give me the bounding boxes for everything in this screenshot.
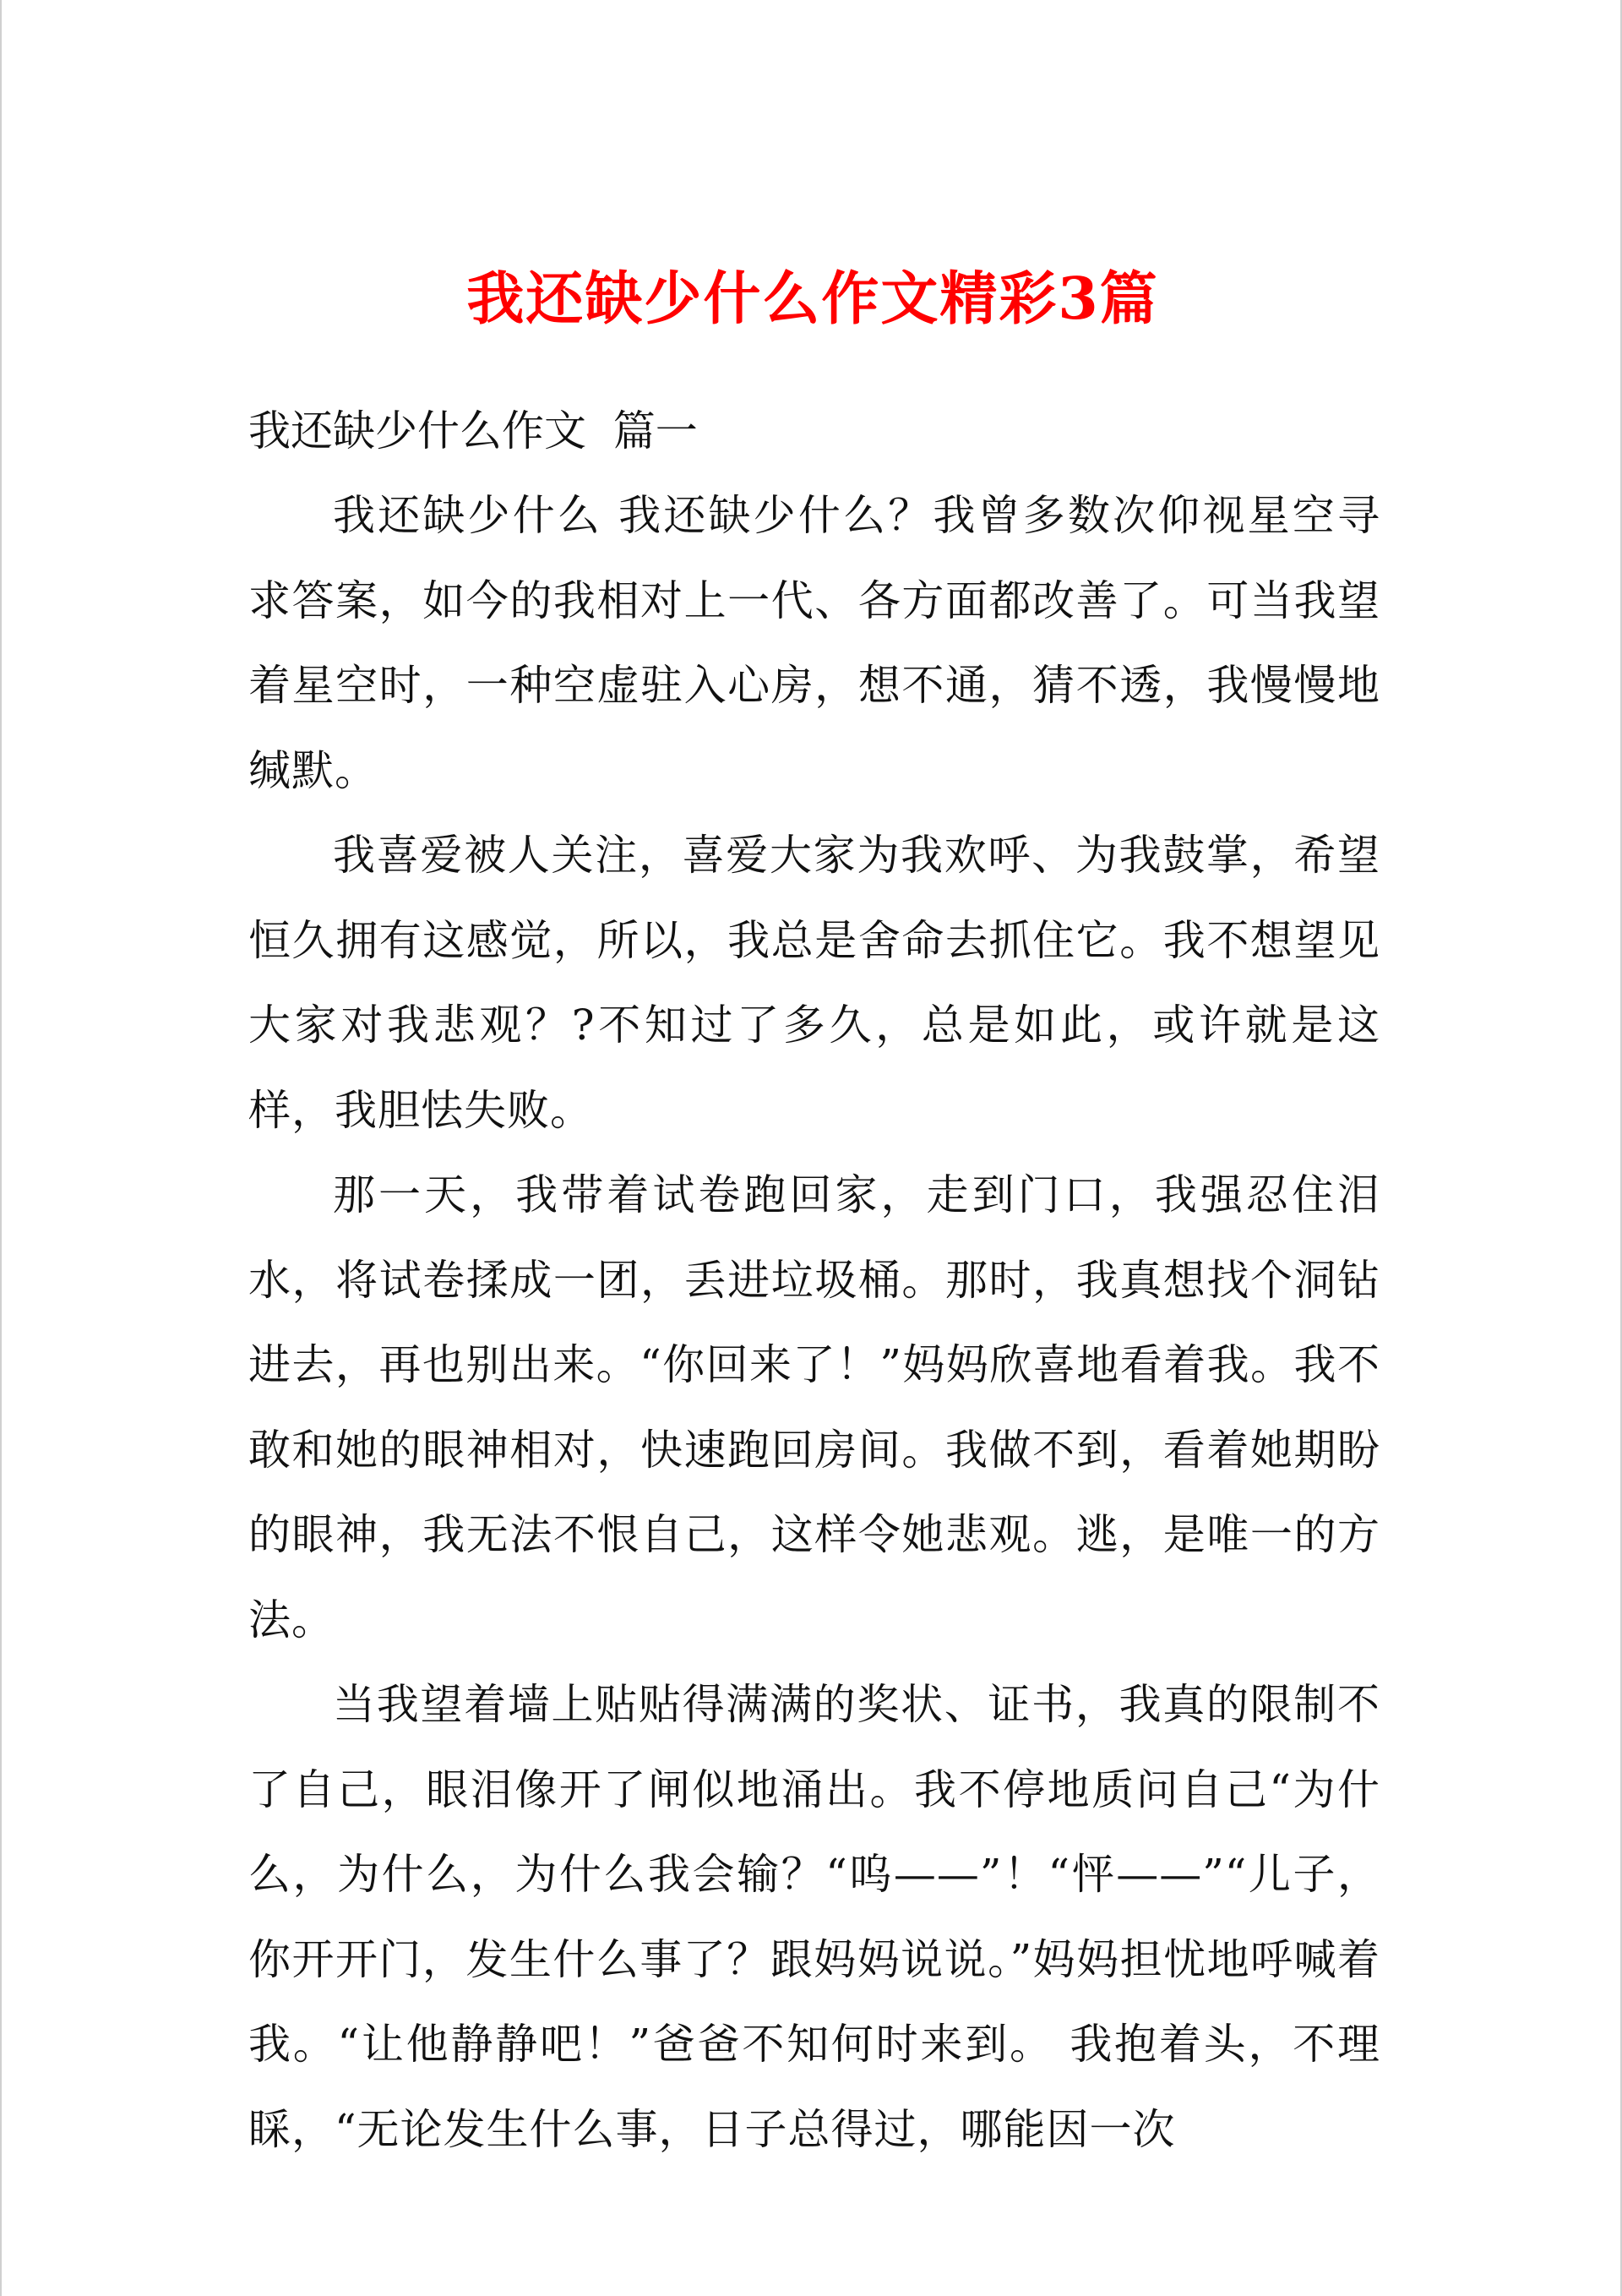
paragraph: 那一天，我带着试卷跑回家，走到门口，我强忍住泪水，将试卷揉成一团，丢进垃圾桶。那时，我真想找个洞钻进去，再也别出来。“你回来了！”妈妈欣喜地看着我。我不敢和她的眼神相对，快速跑回房间。我做不到，看着她期盼的眼神，我无法不恨自己，这样令她悲观。逃，是唯一的方法。 [248, 1170, 1380, 1644]
paragraph: 我还缺少什么 我还缺少什么？我曾多数次仰视星空寻求答案，如今的我相对上一代、各方面都改善了。可当我望着星空时，一种空虚驻入心房，想不通，猜不透，我慢慢地缄默。 [248, 491, 1380, 795]
section-heading: 我还缺少什么作文 篇一 [248, 406, 698, 455]
paragraph: 我喜爱被人关注，喜爱大家为我欢呼、为我鼓掌，希望恒久拥有这感觉，所以，我总是舍命去抓住它。我不想望见大家对我悲观？?不知过了多久，总是如此，或许就是这样，我胆怯失败。 [248, 831, 1380, 1135]
body-text [248, 473, 1380, 2172]
document-title: 我还缺少什么作文精彩3篇 [466, 265, 1159, 333]
paragraph: 当我望着墙上贴贴得满满的奖状、证书，我真的限制不了自己，眼泪像开了闸似地涌出。我不停地质问自己“为什么，为什么，为什么我会输？“呜——”！“怦——”“儿子，你开开门，发生什么事了？跟妈妈说说。”妈妈担忧地呼喊着我。“让他静静吧！”爸爸不知何时来到。 我抱着头，不理睬，“无论发生什么事，日子总得过，哪能因一次 [248, 1680, 1380, 2154]
